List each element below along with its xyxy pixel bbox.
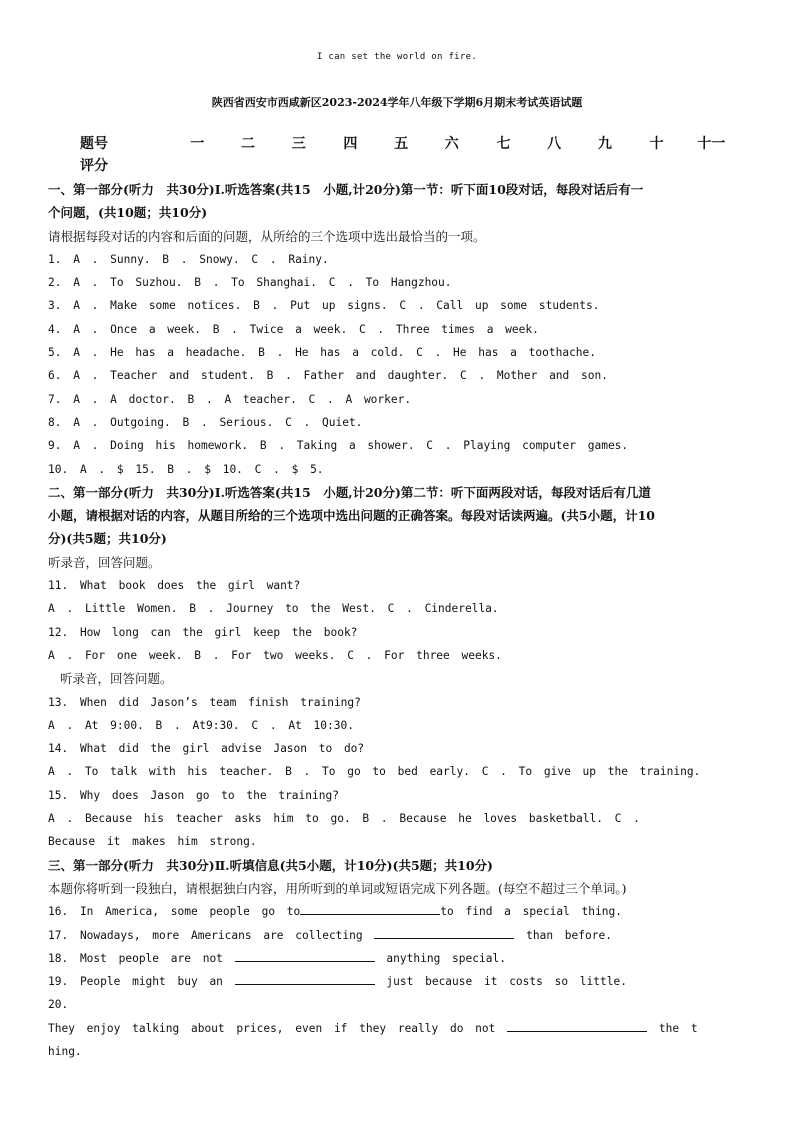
header-note: I can set the world on fire. [316,52,478,62]
answer-blank[interactable] [374,926,514,939]
section1-heading: 一、第一部分(听力 共30分)Ⅰ.听选答案(共15 小题,计20分)第一节：听下面10段对话，每段对话后有一 [48,182,644,197]
answer-options: A . At 9:00. B . At9:30. C . At 10:30. [48,718,354,732]
answer-blank[interactable] [235,972,375,985]
score-col-2: 二 [240,136,255,152]
question-item: 3. A . Make some notices. B . Put up signs. C . Call up some students. [48,299,600,313]
question-item: 1. A . Sunny. B . Snowy. C . Rainy. [48,252,329,266]
section2-heading-cont: 小题，请根据对话的内容，从题目所给的三个选项中选出问题的正确答案。每段对话读两遍。(共5小题，计10 [48,508,656,524]
score-col-3: 三 [291,136,306,152]
section3-heading: 三、第一部分(听力 共30分)Ⅱ.听填信息(共5小题，计10分)(共5题；共10分) [48,857,493,873]
answer-options: A . Because his teacher asks him to go. B . Because he loves basketball. C . [48,812,640,826]
fill-in-text: They enjoy talking about prices, even if they really do not [48,1021,496,1035]
score-col-6: 六 [444,136,459,152]
answer-options: A . Little Women. B . Journey to the West. C . Cinderella. [48,602,499,616]
score-col-10: 十 [649,136,664,152]
answer-blank[interactable] [300,902,440,915]
question-body [48,178,748,1063]
score-col-8: 八 [547,136,562,152]
score-row-numbers [80,132,740,154]
question-stem: 13. When did Jason’s team finish training? [48,695,361,709]
fill-in-text: 18. Most people are not [48,951,223,965]
question-item: 7. A . A doctor. B . A teacher. C . A worker. [48,392,412,406]
score-row-marks [80,154,740,176]
question-item: 9. A . Doing his homework. B . Taking a shower. C . Playing computer games. [48,439,629,453]
answer-blank[interactable] [507,1019,647,1032]
score-label-mark: 评分 [80,158,108,174]
question-item: 10. A . $ 15. B . $ 10. C . $ 5. [48,462,324,476]
fill-in-item-20 [48,1017,748,1040]
listening-prompt: 听录音，回答问题。 [60,671,173,687]
score-col-7: 七 [496,136,511,152]
fill-in-text: than before. [526,928,612,942]
question-item: 6. A . Teacher and student. B . Father and daughter. C . Mother and son. [48,369,608,383]
question-stem: 14. What did the girl advise Jason to do? [48,742,365,756]
question-item: 2. A . To Suzhou. B . To Shanghai. C . To Hangzhou. [48,276,452,290]
score-col-9: 九 [597,136,612,152]
fill-in-text: 16. In America, some people go to [48,905,301,919]
section1-heading-cont: 个问题，(共10题；共10分) [48,205,208,221]
listening-prompt: 听录音，回答问题。 [48,554,161,570]
fill-in-text: anything special. [386,951,506,965]
answer-options-cont: Because it makes him strong. [48,835,257,849]
score-col-5: 五 [394,136,409,152]
score-col-4: 四 [343,136,358,152]
question-item: 4. A . Once a week. B . Twice a week. C . Three times a week. [48,322,539,336]
fill-in-text: 19. People might buy an [48,975,223,989]
score-table [80,132,740,176]
fill-in-item-19 [48,970,748,993]
section1-instruction: 请根据每段对话的内容和后面的问题，从所给的三个选项中选出最恰当的一项。 [48,228,486,244]
answer-blank[interactable] [235,949,375,962]
section3-instruction: 本题你将听到一段独白，请根据独白内容，用所听到的单词或短语完成下列各题。(每空不超过三个单词。) [48,880,627,896]
fill-in-item-16 [48,900,748,923]
fill-in-item-17 [48,924,748,947]
fill-in-text: to find a special thing. [440,905,622,919]
score-col-1: 一 [190,136,205,152]
fill-in-item-18 [48,947,748,970]
score-label-number: 题号 [80,136,108,152]
answer-options: A . To talk with his teacher. B . To go to bed early. C . To give up the training. [48,765,701,779]
page-title: 陕西省西安市西咸新区2023-2024学年八年级下学期6月期末考试英语试题 [211,96,583,109]
question-stem: 12. How long can the girl keep the book? [48,625,358,639]
fill-in-number-20: 20. [48,998,69,1012]
section2-heading-cont2: 分)(共5题；共10分) [48,531,167,547]
question-item: 5. A . He has a headache. B . He has a cold. C . He has a toothache. [48,346,597,360]
answer-options: A . For one week. B . For two weeks. C . For three weeks. [48,648,502,662]
fill-in-item-20-cont: hing. [48,1044,82,1058]
question-stem: 15. Why does Jason go to the training? [48,788,339,802]
question-stem: 11. What book does the girl want? [48,579,301,593]
score-col-11: 十一 [697,136,726,152]
section2-heading: 二、第一部分(听力 共30分)Ⅰ.听选答案(共15 小题,计20分)第二节：听下面两段对话，每段对话后有几道 [48,484,651,500]
fill-in-text: 17. Nowadays, more Americans are collecting [48,928,363,942]
fill-in-text: the t [658,1021,698,1035]
fill-in-text: just because it costs so little. [386,975,627,989]
question-item: 8. A . Outgoing. B . Serious. C . Quiet. [48,415,363,429]
